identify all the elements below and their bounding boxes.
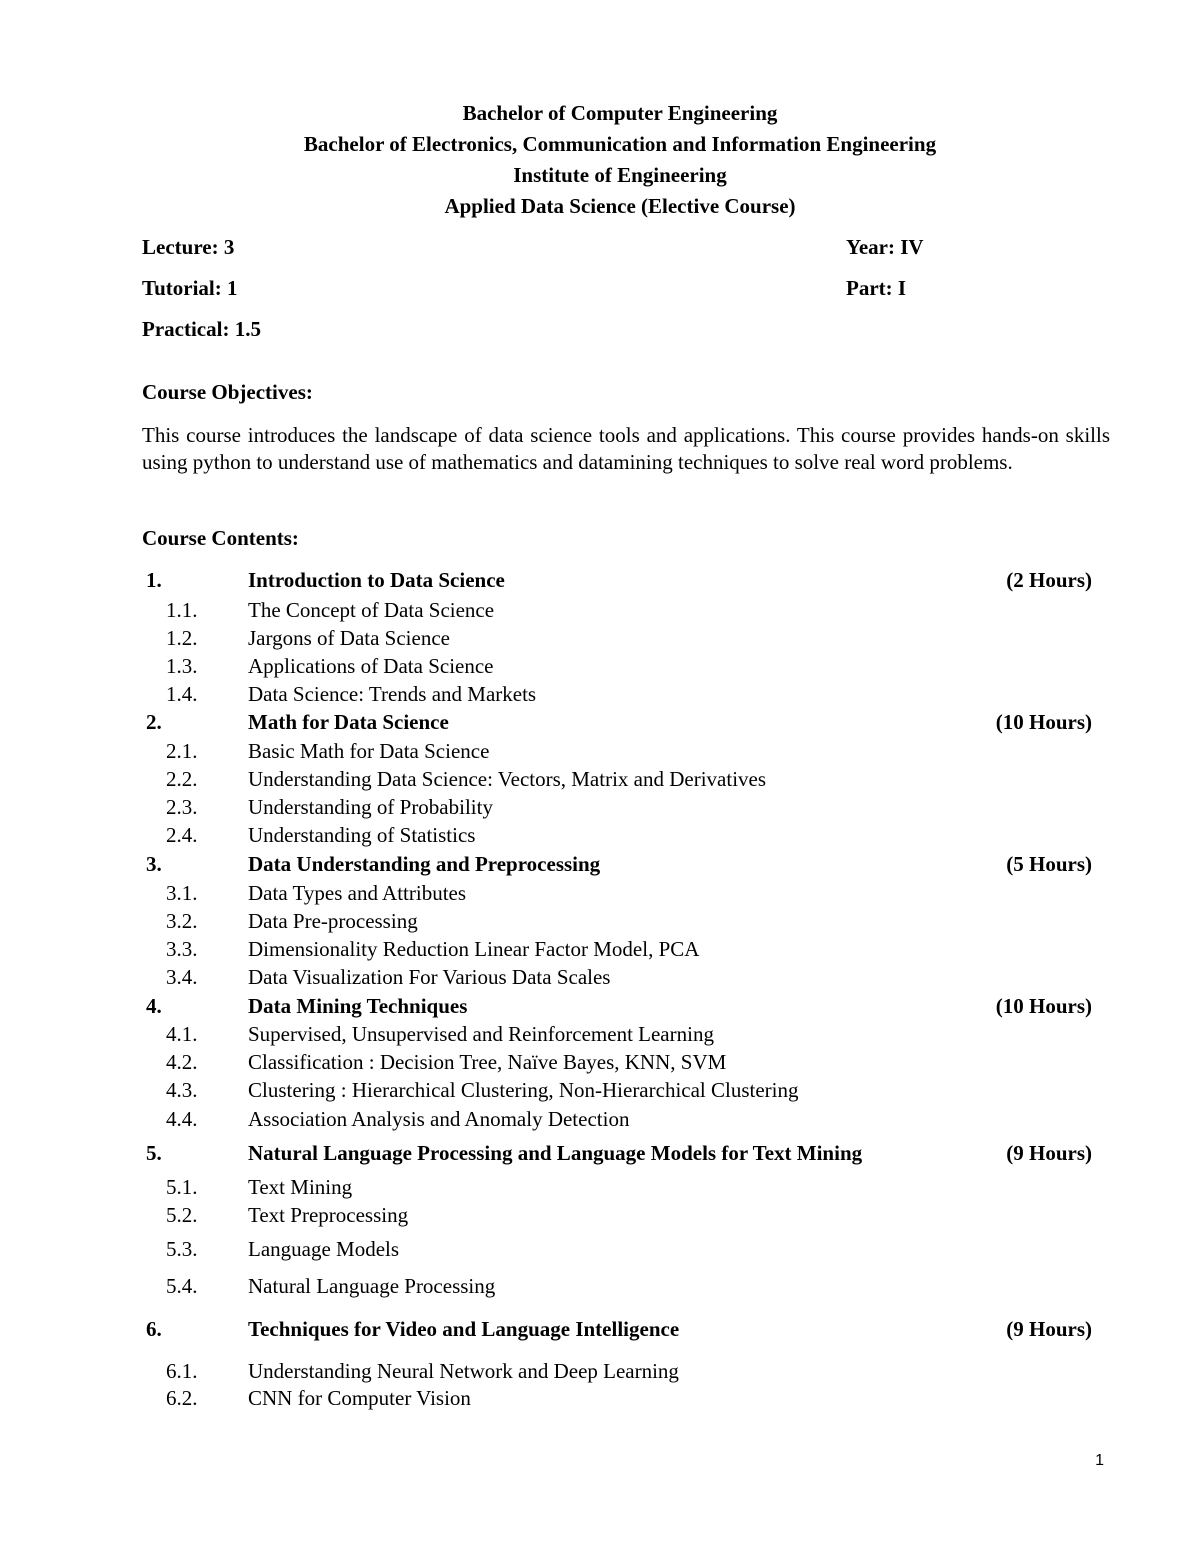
subtopic-row [0, 1048, 1200, 1076]
item-number: 2.1. [166, 739, 198, 763]
topic-row [0, 566, 1200, 594]
subtopic-title: Classification : Decision Tree, Naïve Bayes, KNN, SVM [248, 1050, 727, 1074]
item-number: 1.1. [166, 598, 198, 622]
subtopic-title: Applications of Data Science [248, 654, 494, 678]
subtopic-title: Basic Math for Data Science [248, 739, 490, 763]
subtopic-title: Data Types and Attributes [248, 881, 467, 905]
subtopic-title: Clustering : Hierarchical Clustering, Non-Hierarchical Clustering [248, 1078, 799, 1102]
topic-row [0, 992, 1200, 1020]
item-number: 4.4. [166, 1107, 198, 1131]
subtopic-row [0, 1020, 1200, 1048]
document-header [0, 98, 1200, 222]
item-number: 2.2. [166, 767, 198, 791]
subtopic-row [0, 963, 1200, 991]
item-number: 5.4. [166, 1274, 198, 1298]
subtopic-title: Text Mining [248, 1175, 353, 1199]
item-number: 3. [146, 852, 162, 876]
subtopic-title: Dimensionality Reduction Linear Factor Model, PCA [248, 937, 700, 961]
subtopic-title: Understanding of Statistics [248, 823, 476, 847]
subtopic-row [0, 1076, 1200, 1104]
subtopic-row [0, 1173, 1200, 1201]
topic-hours: (10 Hours) [995, 994, 1092, 1018]
subtopic-row [0, 821, 1200, 849]
topic-row [0, 850, 1200, 878]
subtopic-title: Understanding Neural Network and Deep Learning [248, 1359, 679, 1383]
subtopic-row [0, 596, 1200, 624]
subtopic-title: Supervised, Unsupervised and Reinforcement Learning [248, 1022, 714, 1046]
item-number: 6.1. [166, 1359, 198, 1383]
item-number: 4.3. [166, 1078, 198, 1102]
subtopic-row [0, 1105, 1200, 1133]
item-number: 3.2. [166, 909, 198, 933]
topic-hours: (9 Hours) [1006, 1317, 1092, 1341]
subtopic-row [0, 1201, 1200, 1229]
item-number: 4.1. [166, 1022, 198, 1046]
topic-row [0, 1315, 1200, 1343]
subtopic-row [0, 935, 1200, 963]
subtopic-row [0, 624, 1200, 652]
item-number: 2.4. [166, 823, 198, 847]
subtopic-title: The Concept of Data Science [248, 598, 495, 622]
course-title: Applied Data Science (Elective Course) [444, 194, 796, 218]
subtopic-row [0, 1235, 1200, 1263]
item-number: 3.1. [166, 881, 198, 905]
topic-title: Data Understanding and Preprocessing [248, 852, 601, 876]
topic-title: Data Mining Techniques [248, 994, 468, 1018]
subtopic-title: Association Analysis and Anomaly Detection [248, 1107, 630, 1131]
subtopic-title: Data Science: Trends and Markets [248, 682, 537, 706]
practical-hours: Practical: 1.5 [142, 317, 261, 341]
topic-hours: (9 Hours) [1006, 1141, 1092, 1165]
subtopic-title: Data Visualization For Various Data Scales [248, 965, 611, 989]
topic-row [0, 708, 1200, 736]
subtopic-title: Understanding Data Science: Vectors, Matrix and Derivatives [248, 767, 767, 791]
lecture-hours: Lecture: 3 [142, 235, 235, 259]
item-number: 4.2. [166, 1050, 198, 1074]
degree-title-1: Bachelor of Computer Engineering [462, 101, 778, 125]
subtopic-title: Language Models [248, 1237, 400, 1261]
item-number: 1.3. [166, 654, 198, 678]
item-number: 3.3. [166, 937, 198, 961]
subtopic-row [0, 680, 1200, 708]
topic-hours: (2 Hours) [1006, 568, 1092, 592]
topic-title: Natural Language Processing and Language Models for Text Mining [248, 1141, 863, 1165]
subtopic-title: Text Preprocessing [248, 1203, 409, 1227]
institute-name: Institute of Engineering [513, 163, 727, 187]
item-number: 3.4. [166, 965, 198, 989]
subtopic-row [0, 737, 1200, 765]
subtopic-row [0, 652, 1200, 680]
objectives-text: This course introduces the landscape of data science tools and applications. This course provides hands-on skills using python to understand use of mathematics and datamining techniques to solve real word problems. [142, 423, 1110, 474]
page-number: 1 [1095, 1452, 1104, 1469]
objectives-heading: Course Objectives: [142, 380, 313, 404]
subtopic-title: Jargons of Data Science [248, 626, 450, 650]
item-number: 2.3. [166, 795, 198, 819]
item-number: 2. [146, 710, 162, 734]
degree-title-2: Bachelor of Electronics, Communication and Information Engineering [303, 132, 937, 156]
subtopic-title: Data Pre-processing [248, 909, 418, 933]
part: Part: I [846, 276, 907, 300]
subtopic-row [0, 907, 1200, 935]
item-number: 5.3. [166, 1237, 198, 1261]
topic-row [0, 1139, 1200, 1167]
item-number: 6.2. [166, 1386, 198, 1410]
item-number: 5.1. [166, 1175, 198, 1199]
topic-title: Introduction to Data Science [248, 568, 505, 592]
item-number: 1. [146, 568, 162, 592]
item-number: 5. [146, 1141, 162, 1165]
item-number: 6. [146, 1317, 162, 1341]
subtopic-row [0, 1357, 1200, 1385]
topic-hours: (5 Hours) [1006, 852, 1092, 876]
subtopic-title: CNN for Computer Vision [248, 1386, 471, 1410]
item-number: 4. [146, 994, 162, 1018]
subtopic-title: Natural Language Processing [248, 1274, 496, 1298]
topic-title: Techniques for Video and Language Intelligence [248, 1317, 680, 1341]
item-number: 1.2. [166, 626, 198, 650]
subtopic-row [0, 879, 1200, 907]
subtopic-row [0, 1384, 1200, 1412]
topic-title: Math for Data Science [248, 710, 449, 734]
subtopic-row [0, 793, 1200, 821]
item-number: 5.2. [166, 1203, 198, 1227]
contents-heading: Course Contents: [142, 526, 299, 550]
year: Year: IV [846, 235, 924, 259]
topic-hours: (10 Hours) [995, 710, 1092, 734]
subtopic-title: Understanding of Probability [248, 795, 493, 819]
item-number: 1.4. [166, 682, 198, 706]
tutorial-hours: Tutorial: 1 [142, 276, 238, 300]
subtopic-row [0, 765, 1200, 793]
subtopic-row [0, 1272, 1200, 1300]
